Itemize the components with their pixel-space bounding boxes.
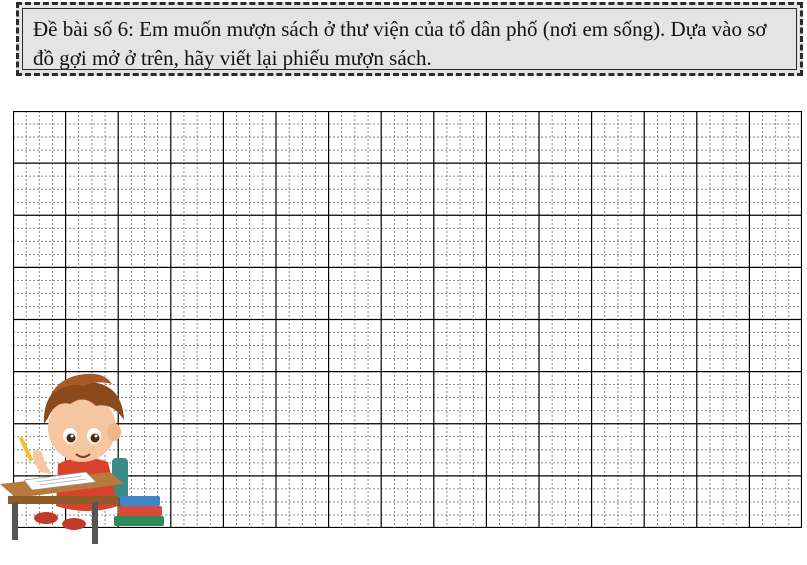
student-illustration xyxy=(0,366,170,546)
exercise-prompt-text: Đề bài số 6: Em muốn mượn sách ở thư viện của tổ dân phố (nơi em sống). Dựa vào sơ đồ gợi mở ở trên, hãy viết lại phiếu mượn sách. xyxy=(33,17,767,70)
boy-writing-icon xyxy=(0,366,170,546)
exercise-prompt-box xyxy=(16,2,803,76)
